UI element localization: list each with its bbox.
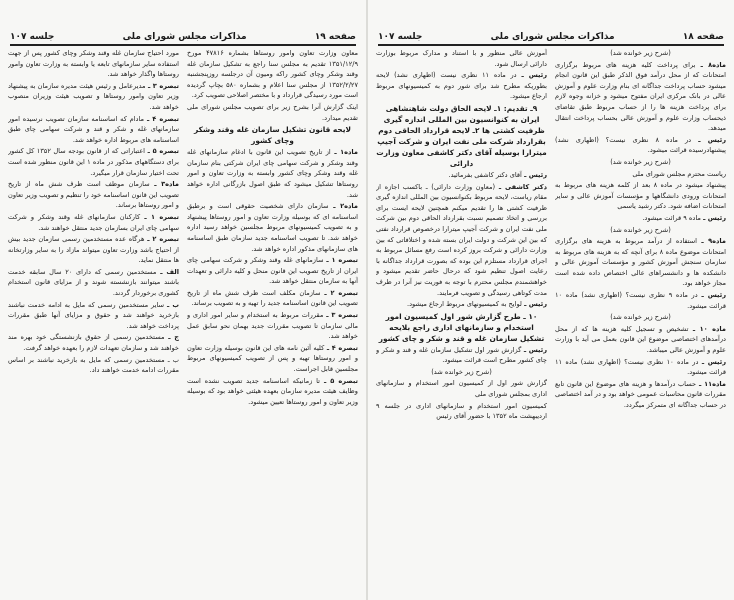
speaker-paragraph [555,135,726,156]
page-number: صفحه ۱۹ [314,32,356,42]
paragraph-text: کارکنان سازمانهای غله وقند وشکر و شرکت سهامی چای ایران بسازمان جدید منتقل خواهند شد. [8,212,179,232]
paragraph-text: از تاریخ تصویب این قانون با ادغام سازمانهای غله وقند وشکر و شرکت سهامی چای ایران شرکتی بنام سازمان غله وقند وشکر وچای کشور وابسته به وزارت تعاون و امور روستاها تشکیل میشود که طبق اصول بازرگانی اداره خواهد شد. [187,148,358,199]
body-paragraph: ب ـ مستخدمین رسمی که مایل به بازخرید نباشند بر اساس مقررات ادامه خدمت خواهند داد. [8,355,179,375]
reading-note: (شرح زیر خوانده شد) [431,367,492,376]
speaker-paragraph [376,345,547,366]
speaker-paragraph [555,213,726,224]
speaker-name: رئیس ـ [697,291,726,300]
left-page [0,0,366,600]
paragraph-text: کلیه آئین نامه های این قانون بوسیله وزارت تعاون و امور روستاها تهیه و پس از تصویب کمیسیونهای مربوط مجلسین قابل اجراست. [187,343,358,374]
speaker-paragraph [555,357,726,378]
paragraph-text: مادام که اساسنامه سازمان تصویب نرسیده امور سازمانهای غله و شکر و قند و شرکت سهامی چای طبق اساسنامه های مربوط اداره خواهد شد. [8,114,179,144]
paragraph-text: سازمانهای غله وقند وشکر و شرکت سهامی چای ایران از تاریخ تصویب این قانون منحل و کلیه دارائی و تعهدات آنها به سازمان منتقل خواهد شد. [187,256,358,286]
speaker-name: رئیس ـ [516,71,547,80]
article-label: ج ـ [164,333,179,342]
right-page-column-left [376,48,547,594]
paragraph-text: سازمان دارای شخصیت حقوقی است و برطبق اساسنامه ای که بوسیله وزارت تعاون و امور روستاها پیشنهاد و به تصویب کمیسیونهای مربوط مجلسین خواهد رسید اداره خواهد شد. تا تصویب اساسنامه جدید سازمان طبق اساسنامه های سازمانهای مذکور اداره خواهد شد. [187,202,358,253]
paragraph-text: تشخیص و تسجیل کلیه هزینه ها که از محل درآمدهای اختصاصی موضوع این قانون بعمل می آید با وزارت علوم و آموزش عالی میباشد. [555,324,726,355]
article-label: تبصره ۳ ـ [145,81,179,90]
paragraph-text: سایر مستخدمین رسمی که مایل به ادامه خدمت نباشند بازخرید خواهند شد و حقوق و مزایای آنها طبق مقررات پرداخت خواهد شد. [8,300,179,330]
page-number: صفحه ۱۸ [682,32,724,42]
article-label: ماده۳ ـ [149,180,179,189]
article-paragraph [555,324,726,356]
speaker-name: دکتر کاشفی ـ [495,182,547,191]
speaker-paragraph [376,299,547,310]
paragraph-text: در ماده ۹ نظری نیست؟ (اظهاری نشد) ماده ۱۰ قرائت میشود. [555,291,726,310]
reading-note: (شرح زیر خوانده شد) [610,157,671,166]
article-paragraph [8,114,179,146]
running-title: مذاکرات مجلس شورای ملی [122,32,247,42]
body-paragraph: کمیسیون امور استخدام و سازمانهای اداری در جلسه ۹ اردیبهشت ماه ۱۳۵۲ با حضور آقای رئیس [376,401,547,421]
session-number: جلسه ۱۰۷ [10,32,55,42]
body-paragraph: ریاست محترم مجلس شورای ملی [632,169,726,178]
body-paragraph: معاون وزارت تعاون وامور روستاها بشماره ۴۷۸۱۶ مورخ ۱۳۵۱/۱۲/۹ تقدیم به مجلس سنا راجع به تشکیل سازمان غله وقند وشکر وچای کشور راکه ومیون آن درجلسه روزپنجشنبه ۱۳۵۲/۲/۲۷ از مجلس سنا اعلام و بشماره ۵۸۰ بچاپ گردیده است مورد رسیدگی قرارداد و با مختصر اصلاحی تصویب کرد. [187,49,358,100]
article-label: تبصره ۵ ـ [319,376,358,385]
left-page-column-right [187,48,358,594]
body-paragraph: اینک گزارش آنرا بشرح زیر برای تصویب مجلس شورای ملی تقدیم میدارد. [187,102,358,122]
article-label: تبصره ۲ ـ [144,235,179,244]
article-paragraph [8,300,179,332]
paragraph-text: استفاده از درآمد مربوط به هزینه های برگزاری امتحانات موضوع ماده ۸ برای آنچه که به هزینه های مربوط به سازمان سنجش آموزش کشور و مؤسسات آموزش عالی و دانشکده ها و دانشسراهای عالی اختصاص داده شده است مجاز خواهد بود. [555,237,726,288]
right-page [368,0,734,600]
speaker-name: رئیس ـ [700,213,726,222]
speaker-name: رئیس ـ [521,300,547,309]
article-paragraph [8,234,179,266]
article-label: تبصره ۴ ـ [324,343,358,352]
running-title: مذاکرات مجلس شورای ملی [490,32,615,42]
paragraph-text: حساب درآمدها و هزینه های موضوع این قانون تابع مقررات قانون محاسبات عمومی خواهد بود و در آمد اختصاصی در حساب جداگانه ای متمرکز میگردد. [555,379,726,409]
body-paragraph: مورد احتیاج سازمان غله وقند وشکر وچای کشور پس از جهت استفاده سایر سازمانهای تابعه یا وابسته به وزارت تعاون وامور روستاها واگذار خواهد شد. [8,49,179,79]
article-paragraph [187,201,358,254]
paragraph-text: در ماده ۸ نظری نیست؟ (اظهاری نشد) پیشنهادرسیده قرائت میشود. [555,135,726,155]
paragraph-text: مستخدمین رسمی از حقوق بازنشستگی خود بهره مند خواهند شد و سازمان تعهدات لازم را بعهده خواهد گرفت. [8,333,179,353]
article-label: الف ـ [156,267,179,276]
article-paragraph [187,343,358,375]
article-paragraph [555,379,726,411]
speaker-name: رئیس ـ [521,170,547,179]
article-label: تبصره ۱ ـ [323,256,358,265]
paragraph-text: گزارش شور اول تشکیل سازمان غله و قند و شکر و چای کشور مطرح است قرائت میشود. [376,345,547,365]
body-paragraph: پیشنهاد میشود در ماده ۸ بعد از کلمه هزینه های مربوط به امتحانات ورودی دانشگاهها و مؤسسات آموزش عالی و سایر امتحانات اضافه شود. دکتر رشید یاسمی [555,181,726,211]
speaker-paragraph [376,182,547,299]
article-label: تبصره ۳ ـ [323,311,358,320]
paragraph-text: تا زمانیکه اساسنامه جدید تصویب نشده است وظایف هیئت مدیره سازمان بعهده هیئتی خواهد بود که بوسیله وزیر تعاون و امور روستاها تعیین میشود. [187,376,358,406]
article-paragraph [555,60,726,134]
left-page-header [10,28,356,46]
paragraph-text: سازمان موظف است ظرف شش ماه از تاریخ تصویب این قانون اساسنامه خود را تنظیم و تصویب وزیر تعاون و امور روستاها برساند. [8,180,179,210]
right-page-header [378,28,724,46]
article-label: ب ـ [164,300,179,309]
article-paragraph [555,236,726,289]
section-heading: ۹ـ تقدیم: ۱ـ لایحه الحاق دولت شاهنشاهی ایران به کنوانسیون بین المللی اندازه گیری ظرفیت کشتی ها ۲ـ لایحه قرارداد الحاقی دوم بقرارداد شرکت ملی نفت ایران و شرکت آجیپ میترارا بوسیله آقای دکتر کاشفی معاون وزارت دارائی [376,103,547,168]
section-heading: ۱۰ ـ طرح گزارش شور اول کمیسیون امور استخدام و سازمانهای اداری راجع بلایحه تشکیل سازمان غله و قند و شکر و چای کشور [378,311,545,343]
paragraph-text: در ماده ۱۰ نظری نیست؟ (اظهاری نشد) ماده ۱۱ قرائت میشود. [555,357,726,377]
article-paragraph [187,288,358,309]
section-heading: لایحه قانون تشکیل سازمان غله وقند وشکر وچای کشور [193,125,352,146]
speaker-name: رئیس ـ [698,357,726,366]
article-label: ماده۱۱ ـ [696,379,726,388]
article-paragraph [187,376,358,408]
article-paragraph [8,146,179,178]
speaker-paragraph [555,290,726,311]
paragraph-text: مقررات مربوط به استخدام و سایر امور اداری و مالی سازمان تا تصویب مقررات جدید بهمان نحو سابق عمل خواهد شد. [187,311,358,341]
article-label: تبصره ۲ ـ [320,288,358,297]
body-paragraph: آموزش عالی منظور و با استناد و مدارک مربوط بوزارت دارائی ارسال شود. [376,49,547,68]
article-label: تبصره ۵ ـ [144,147,179,156]
article-paragraph [8,332,179,353]
article-label: تبصره ۱ ـ [140,212,179,221]
article-paragraph [187,255,358,287]
paragraph-text: در ماده ۱۱ نظری نیست (اظهاری نشد) لایحه بطوریکه مطرح شد برای شور دوم به کمیسیونهای مربوط ارجاع میشود. [376,71,547,101]
paragraph-text: اعتباراتی که از قانون بودجه سال ۱۳۵۲ کل کشور برای دستگاههای مذکور در ماده ۱ این قانون منظور شده است تحت اختیار سازمان قرار میگیرد. [8,147,179,177]
reading-note: (شرح زیر خوانده شد) [610,49,671,57]
paragraph-text: (معاون وزارت دارائی) ـ باکسب اجازه از مقام ریاست، لایحه مربوط بکنوانسیون بین المللی اندازه گیری ظرفیت کشتی ها را تقدیم میکنم همچنین لایحه ایست برای بررسی و اتخاذ تصمیم نسبت بقرارداد الحاقی دوم بین شرکت ملی نفت ایران و شرکت آجیپ میترارا درخصوص قرارداد نفتی که بین این شرکت و دولت ایران بسته شده و اختلافاتی که بین وزارت دارائی و شرکت بروز کرده است رفع مسائل مربوط به اجرای قرارداد مستلزم این بوده که بصورت قرارداد جداگانه با رعایت اصول تنظیم شود که درحال حاضر تقدیم میشود و خواهشمندم مجلس محترم با توجه به فوریت نیز آنرا در ظرف مدت کوتاهی رسیدگی و تصویب فرمایند. [376,182,547,297]
paragraph-text: مستخدمین رسمی که دارای ۲۰ سال سابقه خدمت باشند میتوانند بازنشسته شوند و از مزایای قانون استخدام کشوری برخوردار گردند. [8,267,179,298]
left-page-column-left [8,48,179,594]
article-paragraph [8,179,179,211]
reading-note: (شرح زیر خوانده شد) [610,313,671,322]
article-label: ماده۲ ـ [328,202,358,211]
reading-note: (شرح زیر خوانده شد) [610,225,671,234]
paragraph-text: مدیرعامل و رئیس هیئت مدیره سازمان به پیشنهاد وزیر تعاون وامور روستاها و تصویب هیئت وزیران منصوب خواهد شد. [8,81,179,111]
article-paragraph [8,267,179,299]
article-paragraph [8,81,179,113]
paragraph-text: آقای دکتر کاشفی بفرمائید. [448,170,522,179]
paragraph-text: هرگاه عده مستخدمین رسمی سازمان جدید بیش از احتیاج باشد وزارت تعاون میتواند مازاد را به سایر وزارتخانه ها منتقل نماید. [8,235,179,265]
paragraph-text: لوایح به کمیسیونهای مربوط ارجاع میشود. [407,300,522,309]
right-page-column-right [555,48,726,594]
article-label: ماده ۱۰ ـ [688,324,726,333]
article-paragraph [187,310,358,342]
article-label: ماده۹ ـ [697,237,726,246]
article-paragraph [8,212,179,233]
paragraph-text: برای پرداخت کلیه هزینه های مربوط برگزاری امتحانات که از محل درآمد فوق الذکر طبق این قانون انجام میشود حساب پرداخت جداگانه ای بنام وزارت علوم و آموزش عالی در بانک مرکزی ایران مفتوح میشود و خزانه وجوه لازم برای پرداخت هزینه ها را از حساب مربوط طبق تقاضای ذیحساب وزارت علوم و آموزش عالی بحساب پرداخت انتقال میدهد. [555,60,726,133]
paragraph-text: سازمان مکلف است ظرف شش ماه از تاریخ تصویب این قانون اساسنامه جدید را تهیه و به تصویب برساند. [187,288,358,308]
article-paragraph [187,147,358,200]
article-label: تبصره ۴ ـ [144,114,179,123]
article-label: ماده۸ ـ [695,60,726,69]
speaker-paragraph [376,70,547,102]
paragraph-text: ماده ۹ قرائت میشود. [642,213,701,222]
speaker-paragraph [376,170,547,181]
session-number: جلسه ۱۰۷ [378,32,423,42]
body-paragraph: گزارش شور اول از کمیسیون امور استخدام و سازمانهای اداری بمجلس شورای ملی [376,379,547,399]
article-label: ماده۱ ـ [330,148,358,157]
speaker-name: رئیس ـ [691,135,726,144]
speaker-name: رئیس ـ [521,345,547,354]
